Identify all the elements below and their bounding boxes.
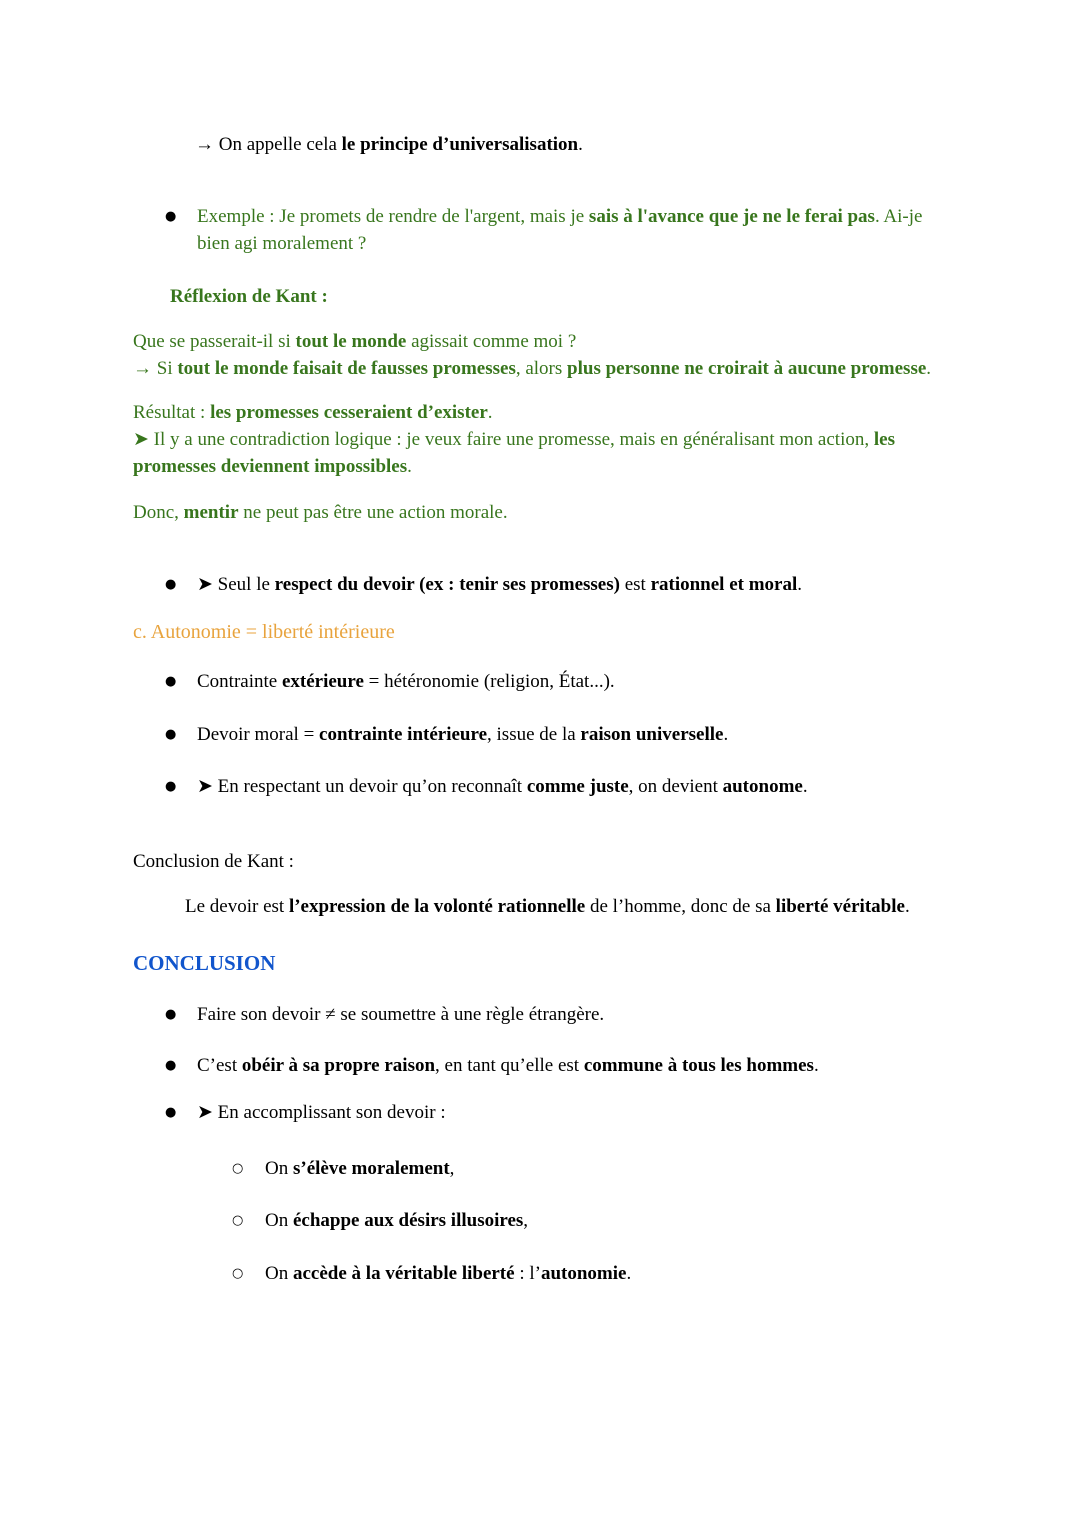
heading-conclusion: CONCLUSION [133,951,276,975]
bullet-text-contrainte: Contrainte extérieure = hétéronomie (religion, État...). [197,671,615,692]
bullet-marker: ● [165,209,177,224]
bullet-marker: ● [165,1007,177,1022]
bullet-text-obeir: C’est obéir à sa propre raison, en tant qu’elle est commune à tous les hommes. [197,1055,819,1076]
bullet-text-devoir-moral: Devoir moral = contrainte intérieure, issue de la raison universelle. [197,724,729,745]
paragraph-universalisation: → On appelle cela le principe d’universalisation. [195,134,583,155]
bullet-marker: ● [165,727,177,742]
paragraph-resultat: Résultat : les promesses cesseraient d’exister. ➤ Il y a une contradiction logique : je veux faire une promesse, mais en généralisant mon action, les promesses deviennent impossibles. [133,402,895,477]
bullet-item-exemple [133,203,947,257]
subbullet-marker: ○ [232,1266,244,1281]
bullet-item-contrainte [133,668,947,695]
bullet-item-respectant [133,773,947,800]
subbullet-marker: ○ [232,1161,244,1176]
bullet-item-faire [133,1001,947,1028]
subbullet-item-eleve [133,1155,947,1182]
paragraph-conclusion-kant: Conclusion de Kant : [133,851,294,872]
subbullet-text-accede: On accède à la véritable liberté : l’autonomie. [265,1263,632,1284]
bullet-marker: ● [165,1105,177,1120]
bullet-marker: ● [165,1058,177,1073]
bullet-text-exemple: Exemple : Je promets de rendre de l'argent, mais je sais à l'avance que je ne le ferai pas. Ai-je bien agi moralement ? [197,206,923,254]
paragraph-expression-volonte: Le devoir est l’expression de la volonté rationnelle de l’homme, donc de sa liberté véritable. [185,896,910,917]
subbullet-text-echappe: On échappe aux désirs illusoires, [265,1210,529,1231]
paragraph-mentir: Donc, mentir ne peut pas être une action morale. [133,502,508,523]
paragraph-tout-le-monde: Que se passerait-il si tout le monde agissait comme moi ? → Si tout le monde faisait de fausses promesses, alors plus personne ne croirait à aucune promesse. [133,331,932,379]
subbullet-item-accede [133,1260,947,1287]
bullet-marker: ● [165,779,177,794]
bullet-marker: ● [165,577,177,592]
bullet-item-respect-devoir [133,571,947,598]
bullet-item-devoir-moral [133,721,947,748]
heading-reflexion-kant: Réflexion de Kant : [170,286,328,307]
bullet-text-faire: Faire son devoir ≠ se soumettre à une règle étrangère. [197,1004,605,1025]
bullet-marker: ● [165,674,177,689]
subbullet-text-eleve: On s’élève moralement, [265,1158,455,1179]
bullet-item-accomplissant [133,1099,947,1126]
subbullet-item-echappe [133,1207,947,1234]
bullet-text-accomplissant: ➤ En accomplissant son devoir : [197,1102,446,1123]
bullet-text-respect-devoir: ➤ Seul le respect du devoir (ex : tenir ses promesses) est rationnel et moral. [197,574,803,595]
heading-autonomie: c. Autonomie = liberté intérieure [133,621,395,643]
bullet-item-obeir [133,1052,947,1079]
subbullet-marker: ○ [232,1213,244,1228]
bullet-text-respectant: ➤ En respectant un devoir qu’on reconnaît comme juste, on devient autonome. [197,776,808,797]
